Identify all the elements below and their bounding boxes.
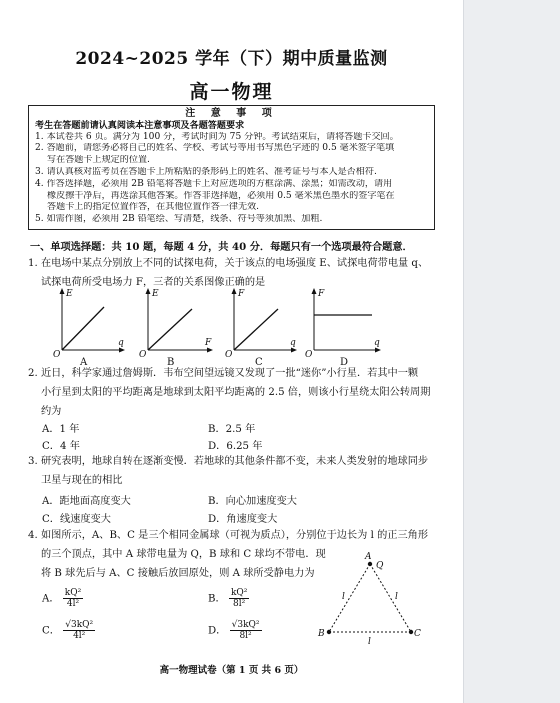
notice-title: 注 意 事 项 [185, 108, 278, 119]
section-heading: 一、单项选择题：共 10 题，每题 4 分，共 40 分．每题只有一个选项最符合题意． [30, 241, 413, 253]
graph-c-yaxis: F [238, 289, 245, 299]
q1-line: 1. 在电场中某点分别放上不同的试探电荷，关于该点的电场强度 E、试探电荷带电量 q、 [28, 258, 429, 269]
q4-option-d [208, 620, 262, 641]
q4-line: 4. 如图所示，A、B、C 是三个相同金属球（可视为质点），分别位于边长为 l 的正三角形 [28, 530, 429, 541]
q2-line: 2. 近日，科学家通过詹姆斯．韦布空间望远镜又发现了一批“迷你”小行星．若其中一颗 [28, 368, 419, 379]
notice-box [28, 105, 435, 230]
graph-origin: O [139, 350, 147, 360]
q4-triangle-figure [315, 552, 425, 647]
fraction [63, 588, 83, 609]
notice-line: 1. 本试卷共 6 页。满分为 100 分，考试时间为 75 分钟。考试结束后，请将答题卡交回。 [35, 131, 399, 142]
vertex-a-label: A [365, 552, 372, 562]
notice-line: 答题卡上的指定位置作答，在其他位置作答一律无效. [47, 202, 260, 213]
q3-line: 3. 研究表明，地球自转在逐渐变慢．若地球的其他条件都不变，未来人类发射的地球同步 [28, 456, 429, 467]
exam-title: 2024~2025 学年（下）期中质量监测 [75, 49, 388, 69]
graph-c-xaxis: q [290, 338, 296, 348]
q4-line: 将 B 球先后与 A、C 接触后放回原处，则 A 球所受静电力为 [41, 568, 315, 579]
numerator: kQ² [64, 588, 82, 598]
notice-line: 3. 请认真核对监考员在答题卡上所粘贴的条形码上的姓名、准考证号与本人是否相符. [35, 166, 377, 177]
q2-option-b: B．2.5 年 [208, 424, 256, 435]
q3-option-d: D．角速度变大 [208, 514, 278, 525]
q3-option-b: B．向心加速度变大 [208, 496, 297, 507]
fraction [229, 588, 249, 609]
q4-option-c [42, 620, 95, 641]
page-footer: 高一物理试卷（第 1 页 共 6 页） [159, 665, 304, 676]
q3-option-a: A．距地面高度变大 [42, 496, 131, 507]
option-letter: C． [42, 625, 60, 637]
viewer-side-panel [463, 0, 560, 703]
q2-line: 小行星到太阳的平均距离是地球到太阳平均距离的 2.5 倍，则该小行星绕太阳公转周期 [41, 387, 431, 398]
notice-line: 写在答题卡上规定的位置. [47, 155, 150, 166]
q1-graphs [0, 285, 463, 370]
graph-origin: O [305, 350, 313, 360]
q2-option-d: D．6.25 年 [208, 441, 263, 452]
graph-d-label: D [340, 357, 349, 368]
denominator: 4l² [66, 599, 80, 609]
charge-q-label: Q [376, 561, 384, 571]
graph-b-xaxis: F [205, 338, 212, 348]
vertex-b-label: B [318, 629, 325, 639]
side-label: l [342, 592, 345, 602]
graph-d-yaxis: F [318, 289, 325, 299]
q2-option-a: A．1 年 [42, 424, 80, 435]
numerator: √3kQ² [231, 620, 260, 630]
subject-title: 高一物理 [189, 81, 274, 103]
graph-origin: O [225, 350, 233, 360]
notice-heading: 考生在答题前请认真阅读本注意事项及各题答题要求 [35, 119, 245, 131]
fraction [63, 620, 95, 641]
q3-line: 卫星与现在的相比 [41, 475, 123, 486]
q2-option-c: C．4 年 [42, 441, 80, 452]
graph-c-label: C [255, 357, 263, 368]
q3-option-c: C．线速度变大 [42, 514, 111, 525]
q4-option-b [208, 588, 249, 609]
notice-line: 5. 如需作图，必须用 2B 铅笔绘、写清楚，线条、符号等须加黑、加粗. [35, 214, 323, 225]
graph-a-label: A [80, 357, 88, 368]
q4-option-a [42, 588, 83, 609]
numerator: √3kQ² [65, 620, 94, 630]
option-letter: D． [208, 625, 227, 637]
graph-a-yaxis: E [66, 289, 73, 299]
side-label: l [395, 592, 398, 602]
denominator: 4l² [73, 631, 86, 641]
notice-line: 2. 答题前，请您务必将自己的姓名、学校、考试号等用书写黑色字迹的 0.5 毫米签字笔填 [35, 143, 395, 154]
notice-line: 4. 作答选择题，必须用 2B 铅笔将答题卡上对应选项的方框涂满、涂黑；如需改动，请用 [35, 178, 393, 189]
vertex-c-label: C [414, 629, 421, 639]
graph-d-xaxis: q [374, 338, 380, 348]
notice-line: 橡皮擦干净后，再选涂其他答案。作答非选择题，必须用 0.5 毫米黑色墨水的签字笔在 [47, 190, 395, 201]
option-letter: A． [42, 593, 60, 605]
graph-b-yaxis: E [152, 289, 159, 299]
option-letter: B． [208, 593, 226, 605]
fraction [230, 620, 262, 641]
graph-origin: O [53, 350, 61, 360]
side-label: l [368, 637, 371, 647]
q1-line: 试探电荷所受电场力 F，三者的关系图像正确的是 [41, 277, 266, 288]
denominator: 8l² [233, 599, 246, 609]
graph-a-xaxis: q [118, 338, 124, 348]
numerator: kQ² [230, 588, 248, 598]
graph-b-label: B [167, 357, 175, 368]
question-2 [28, 364, 430, 421]
question-3 [28, 452, 428, 490]
q2-line: 约为 [41, 406, 62, 417]
q4-line: 的三个顶点，其中 A 球带电量为 Q，B 球和 C 球均不带电．现 [41, 549, 326, 560]
denominator: 8l² [239, 631, 252, 641]
